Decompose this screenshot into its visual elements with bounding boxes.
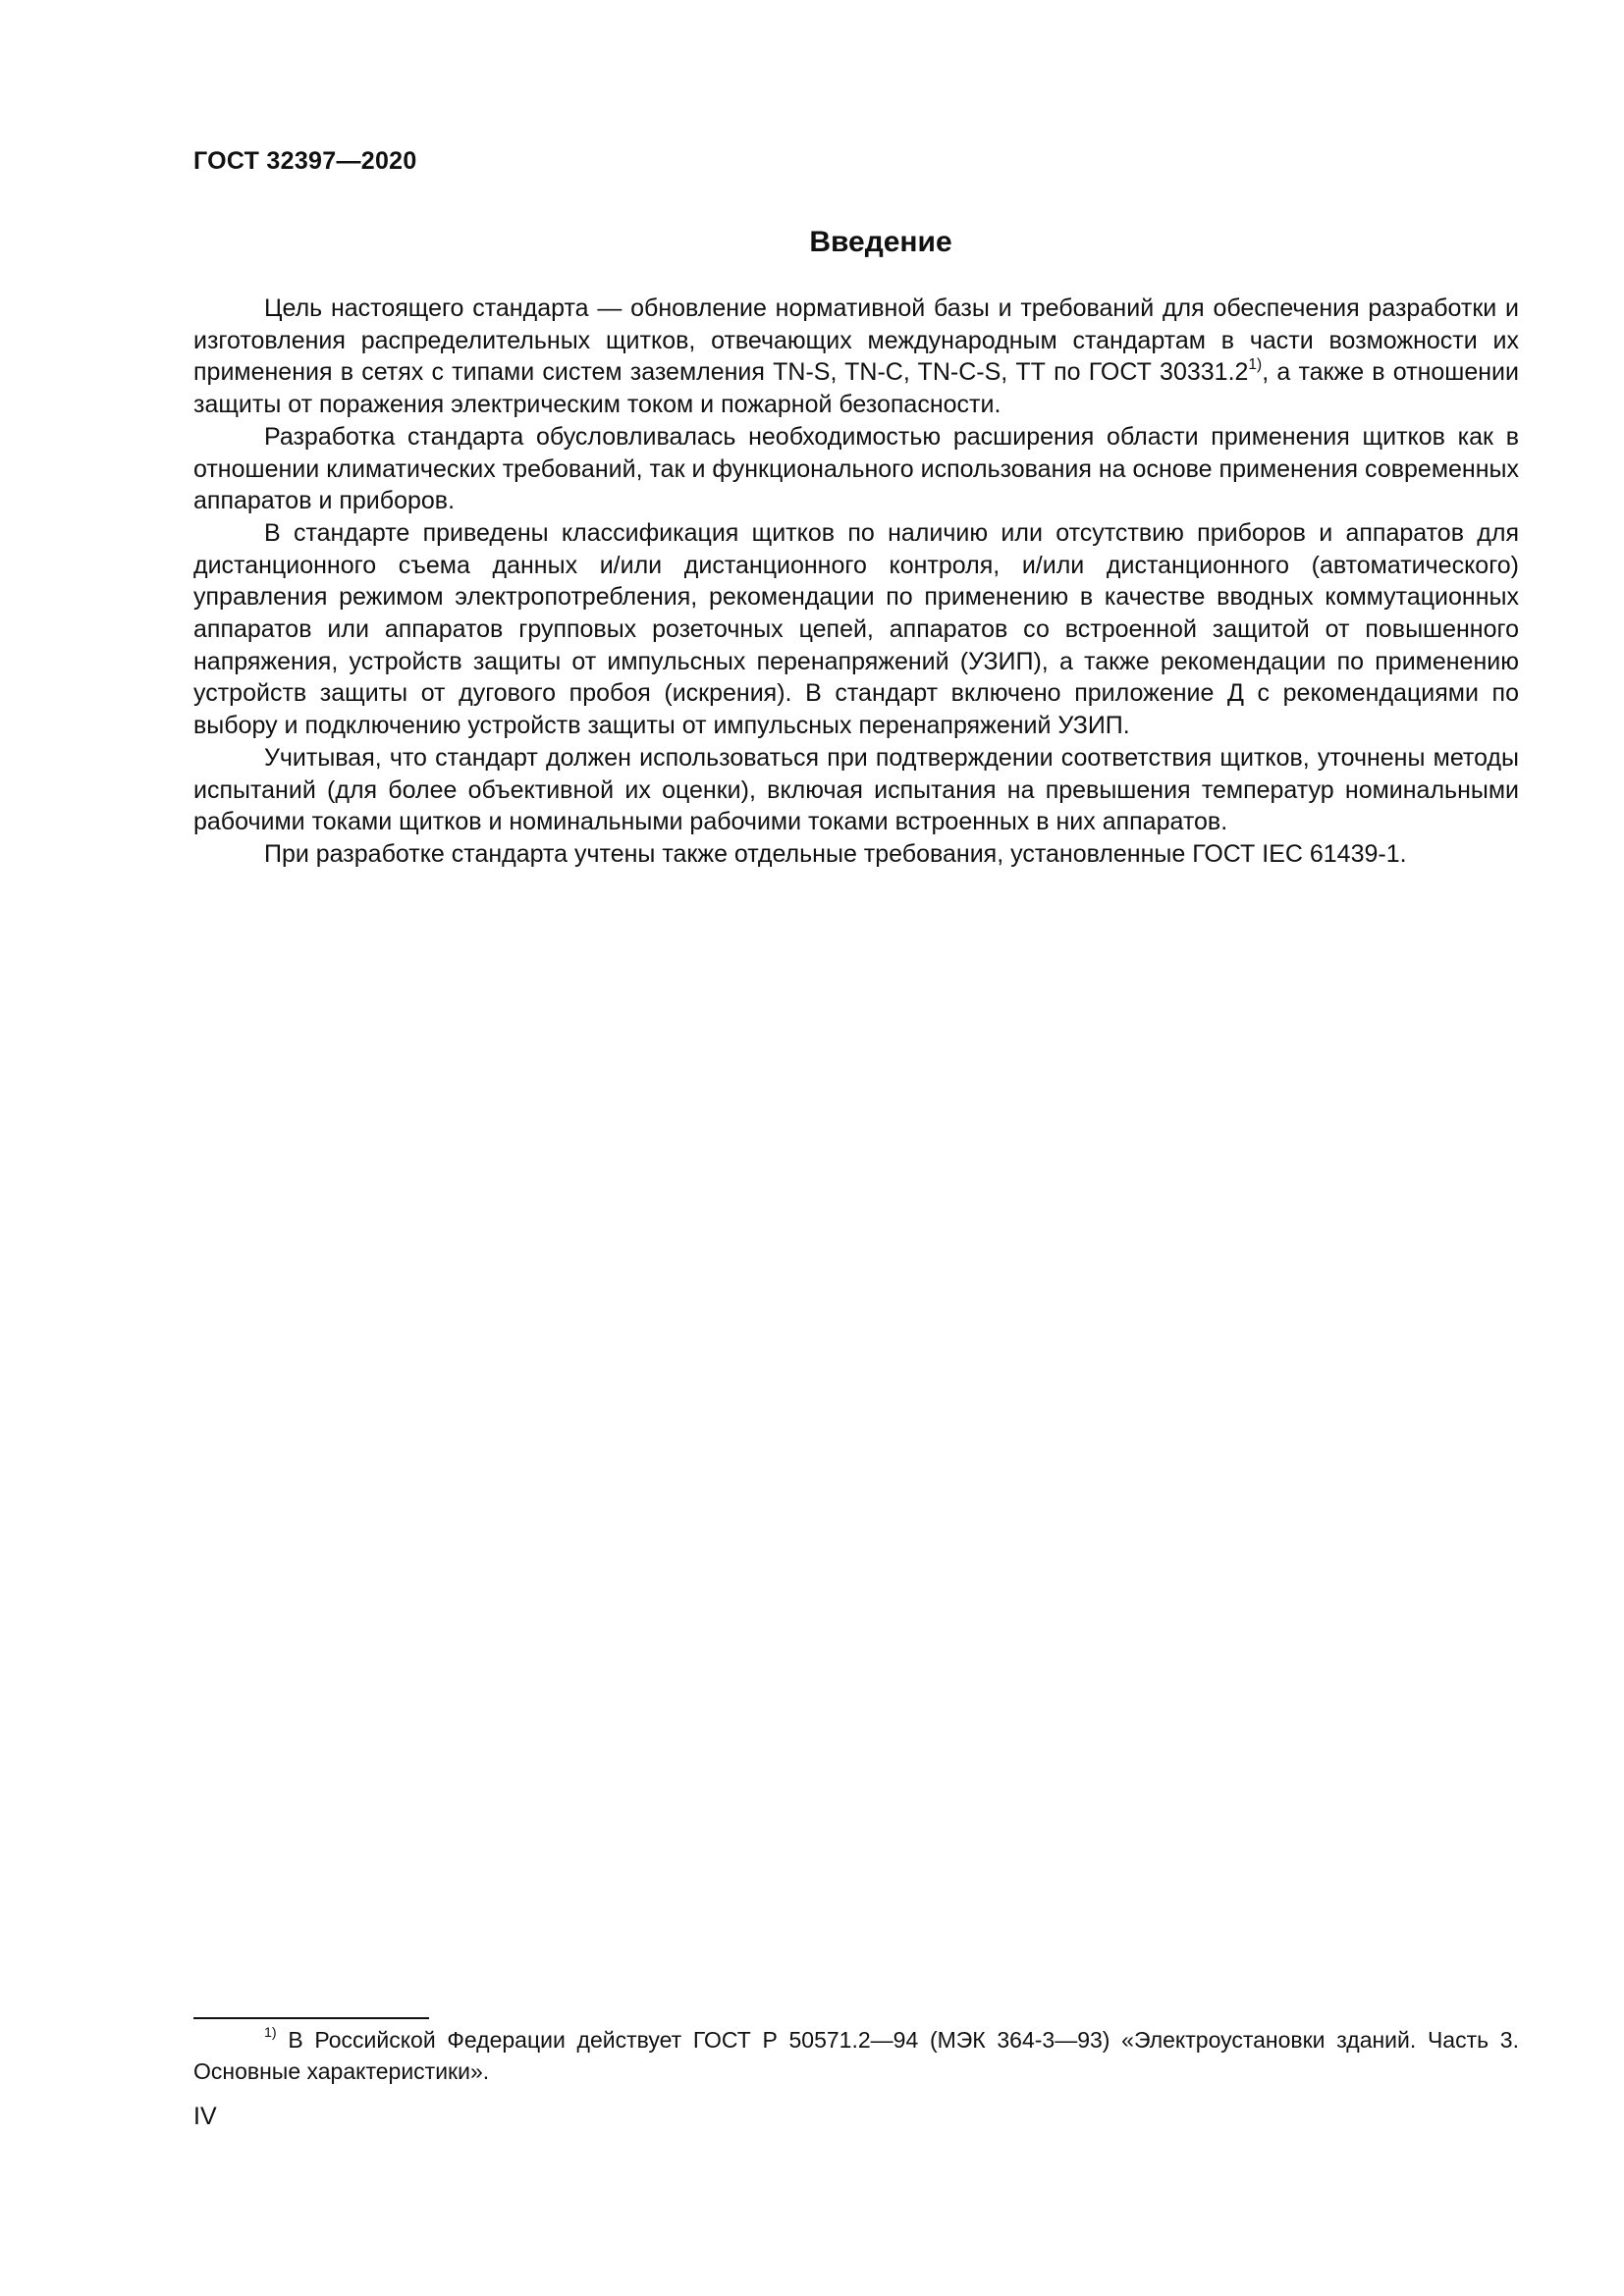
paragraph-3: В стандарте приведены классификация щитков по наличию или отсутствию приборов и аппаратов для дистанционного съема данных и/или дистанционного контроля, и/или дистанционного (автоматического) управления режимом электропотребления, рекомендации по применению в качестве вводных коммутационных аппаратов или аппаратов групповых розеточных цепей, аппаратов со встроенной защитой от повышенного напряжения, устройств защиты от импульсных перенапряжений (УЗИП), а также рекомендации по применению устройств защиты от дугового пробоя (искрения). В стандарт включено приложение Д с рекомендациями по выбору и подключению устройств защиты от импульсных перенапряжений УЗИП. (193, 518, 1519, 740)
paragraph-1 (193, 293, 1519, 421)
section-body (193, 293, 1519, 871)
paragraph-2: Разработка стандарта обусловливалась необходимостью расширения области применения щитков как в отношении климатических требований, так и функционального использования на основе применения современных аппаратов и приборов. (193, 422, 1519, 515)
section-title: Введение (809, 226, 952, 258)
footnote-text: В Российской Федерации действует ГОСТ Р 50571.2—94 (МЭК 364-3—93) «Электроустановки зданий. Часть 3. Основные характеристики». (193, 2027, 1519, 2084)
paragraph-1-text: Цель настоящего стандарта — обновление нормативной базы и требований для обеспечения разработки и изготовления распределительных щитков, отвечающих международным стандартам в части возможности их применения в сетях с типами систем заземления TN-S, TN-C, TN-C-S, ТТ по ГОСТ 30331.2 (193, 294, 1519, 387)
paragraph-5: При разработке стандарта учтены также отдельные требования, установленные ГОСТ IEC 61439-1. (264, 839, 1407, 868)
paragraph-4: Учитывая, что стандарт должен использоваться при подтверждении соответствия щитков, уточнены методы испытаний (для более объективной их оценки), включая испытания на превышения температур номинальными рабочими токами щитков и номинальными рабочими токами встроенных в них аппаратов. (193, 743, 1519, 836)
footnote (193, 2024, 1519, 2087)
page-number: IV (193, 2103, 217, 2130)
footnote-marker: 1) (264, 2025, 277, 2042)
footnote-reference: 1) (1248, 355, 1263, 373)
footnote-divider (193, 2017, 429, 2019)
document-header: ГОСТ 32397—2020 (193, 147, 417, 175)
paragraph-1-continuation: , а также в отношении защиты от поражения электрическим током и пожарной безопасности. (193, 358, 1519, 419)
